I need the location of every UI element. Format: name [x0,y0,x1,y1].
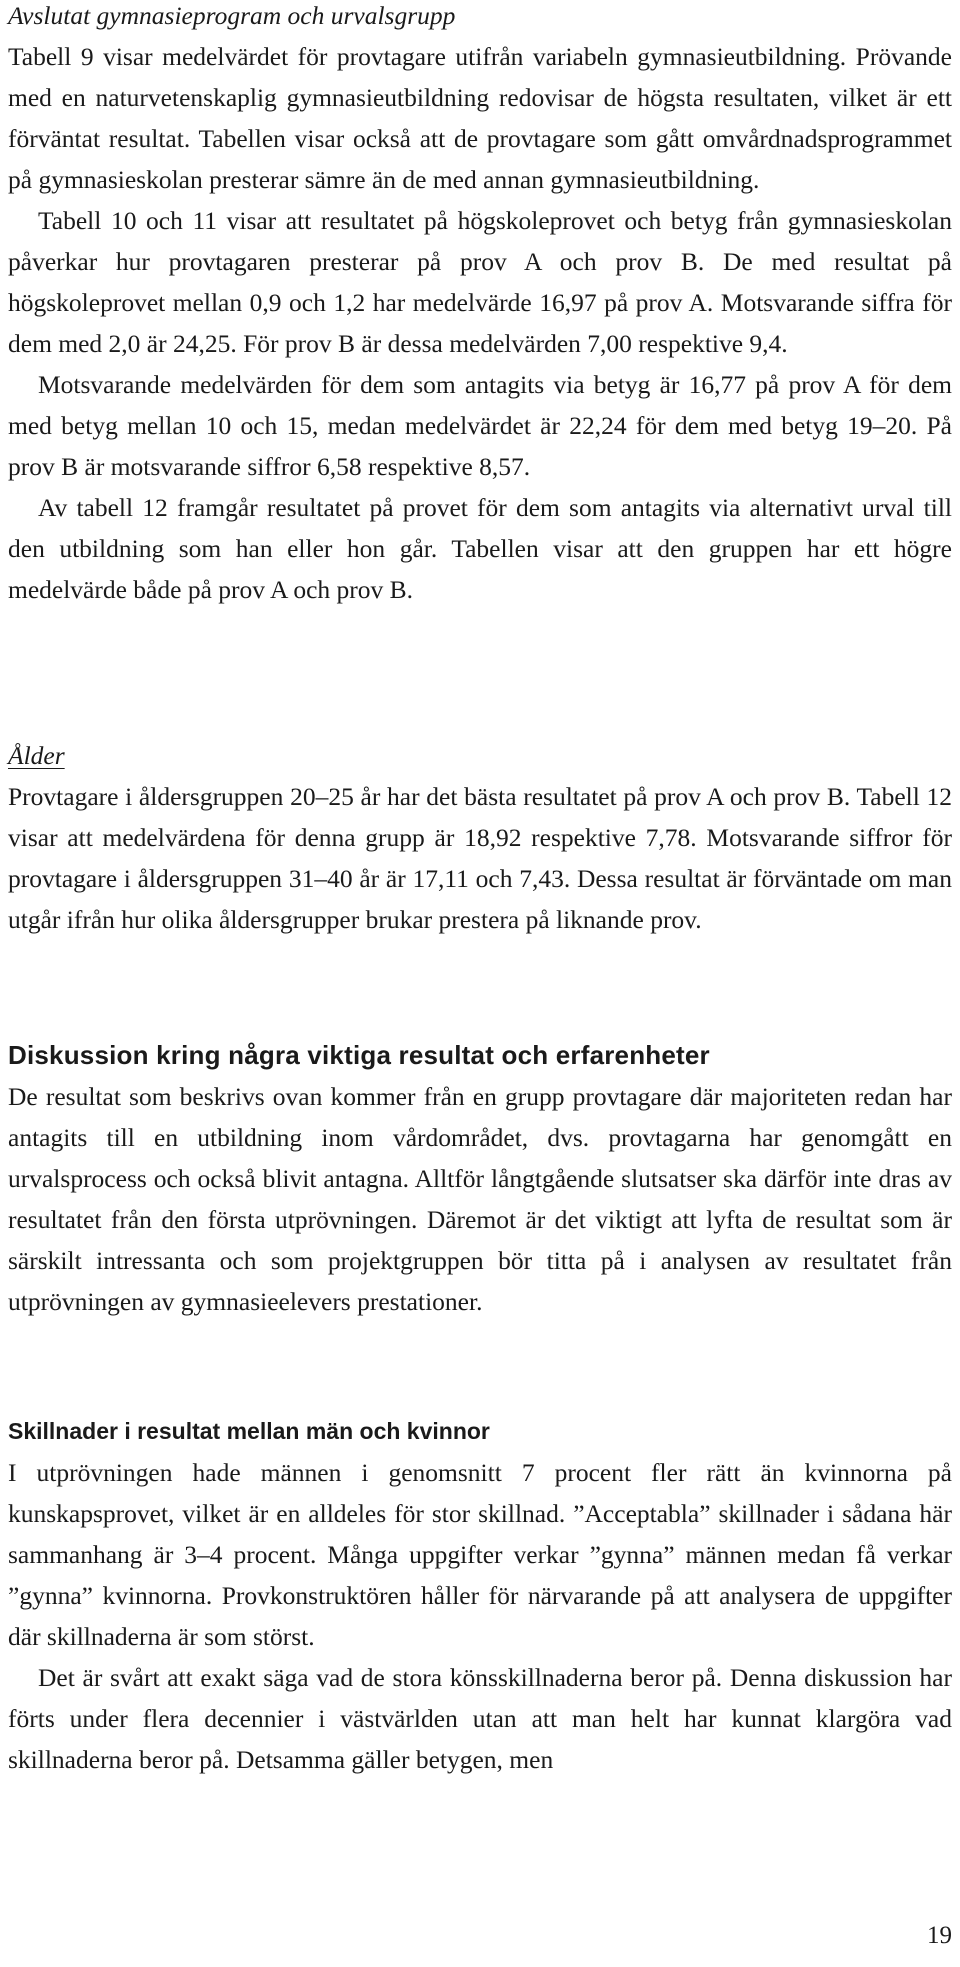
subheading-alder: Ålder [8,741,65,770]
section-gymnasieprogram [8,0,952,610]
paragraph: Tabell 10 och 11 visar att resultatet på högskoleprovet och betyg från gymnasieskolan påverkar hur provtagaren presterar på prov A och prov B. De med resultat på högskoleprovet mellan 0,9 och 1,2 har medelvärde 16,97 på prov A. Motsvarande siffra för dem med 2,0 är 24,25. För prov B är dessa medelvärden 7,00 respektive 9,4. [8,206,952,358]
paragraph: Provtagare i åldersgruppen 20–25 år har det bästa resultatet på prov A och prov B. Tabell 12 visar att medelvärdena för denna grupp är 18,92 respektive 7,78. Motsvarande siffror för provtagare i åldersgruppen 31–40 år är 17,11 och 7,43. Dessa resultat är förväntade om man utgår ifrån hur olika åldersgrupper brukar prestera på liknande prov. [8,782,952,934]
section-alder [8,735,952,940]
paragraph: Motsvarande medelvärden för dem som antagits via betyg är 16,77 på prov A för dem med betyg mellan 10 och 15, medan medelvärdet är 22,24 för dem med betyg 19–20. På prov B är motsvarande siffror 6,58 respektive 8,57. [8,370,952,481]
page-number: 19 [927,1922,952,1949]
section-skillnader [8,1411,952,1780]
subsection-heading-skillnader: Skillnader i resultat mellan män och kvinnor [8,1418,490,1444]
section-diskussion [8,1035,952,1322]
paragraph: De resultat som beskrivs ovan kommer från en grupp provtagare där majoriteten redan har antagits till en utbildning inom vårdområdet, dvs. provtagarna har genomgått en urvalsprocess och också blivit antagna. Alltför långtgående slutsatser ska därför inte dras av resultatet från den första utprövningen. Däremot är det viktigt att lyfta de resultat som är särskilt intressanta och som projektgruppen bör titta på i analysen av resultatet från utprövningen av gymnasieelevers prestationer. [8,1082,952,1316]
paragraph: Det är svårt att exakt säga vad de stora könsskillnaderna beror på. Denna diskussion har förts under flera decennier i västvärlden utan att man helt har kunnat klargöra vad skillnaderna beror på. Detsamma gäller betygen, men [8,1663,952,1774]
paragraph: Av tabell 12 framgår resultatet på provet för dem som antagits via alternativt urval till den utbildning som han eller hon går. Tabellen visar att den gruppen har ett högre medelvärde både på prov A och prov B. [8,493,952,604]
paragraph: I utprövningen hade männen i genomsnitt 7 procent fler rätt än kvinnorna på kunskapsprovet, vilket är en alldeles för stor skillnad. ”Acceptabla” skillnader i sådana här sammanhang är 3–4 procent. Många uppgifter verkar ”gynna” männen medan få verkar ”gynna” kvinnorna. Provkonstruktören håller för närvarande på att analysera de uppgifter där skillnaderna är som störst. [8,1458,952,1651]
section-heading-diskussion: Diskussion kring några viktiga resultat och erfarenheter [8,1040,710,1070]
subheading-gymnasieprogram: Avslutat gymnasieprogram och urvalsgrupp [8,1,456,30]
paragraph: Tabell 9 visar medelvärdet för provtagare utifrån variabeln gymnasieutbildning. Prövande med en naturvetenskaplig gymnasieutbildning redovisar de högsta resultaten, vilket är ett förväntat resultat. Tabellen visar också att de provtagare som gått omvårdnadsprogrammet på gymnasieskolan presterar sämre än de med annan gymnasieutbildning. [8,42,952,194]
